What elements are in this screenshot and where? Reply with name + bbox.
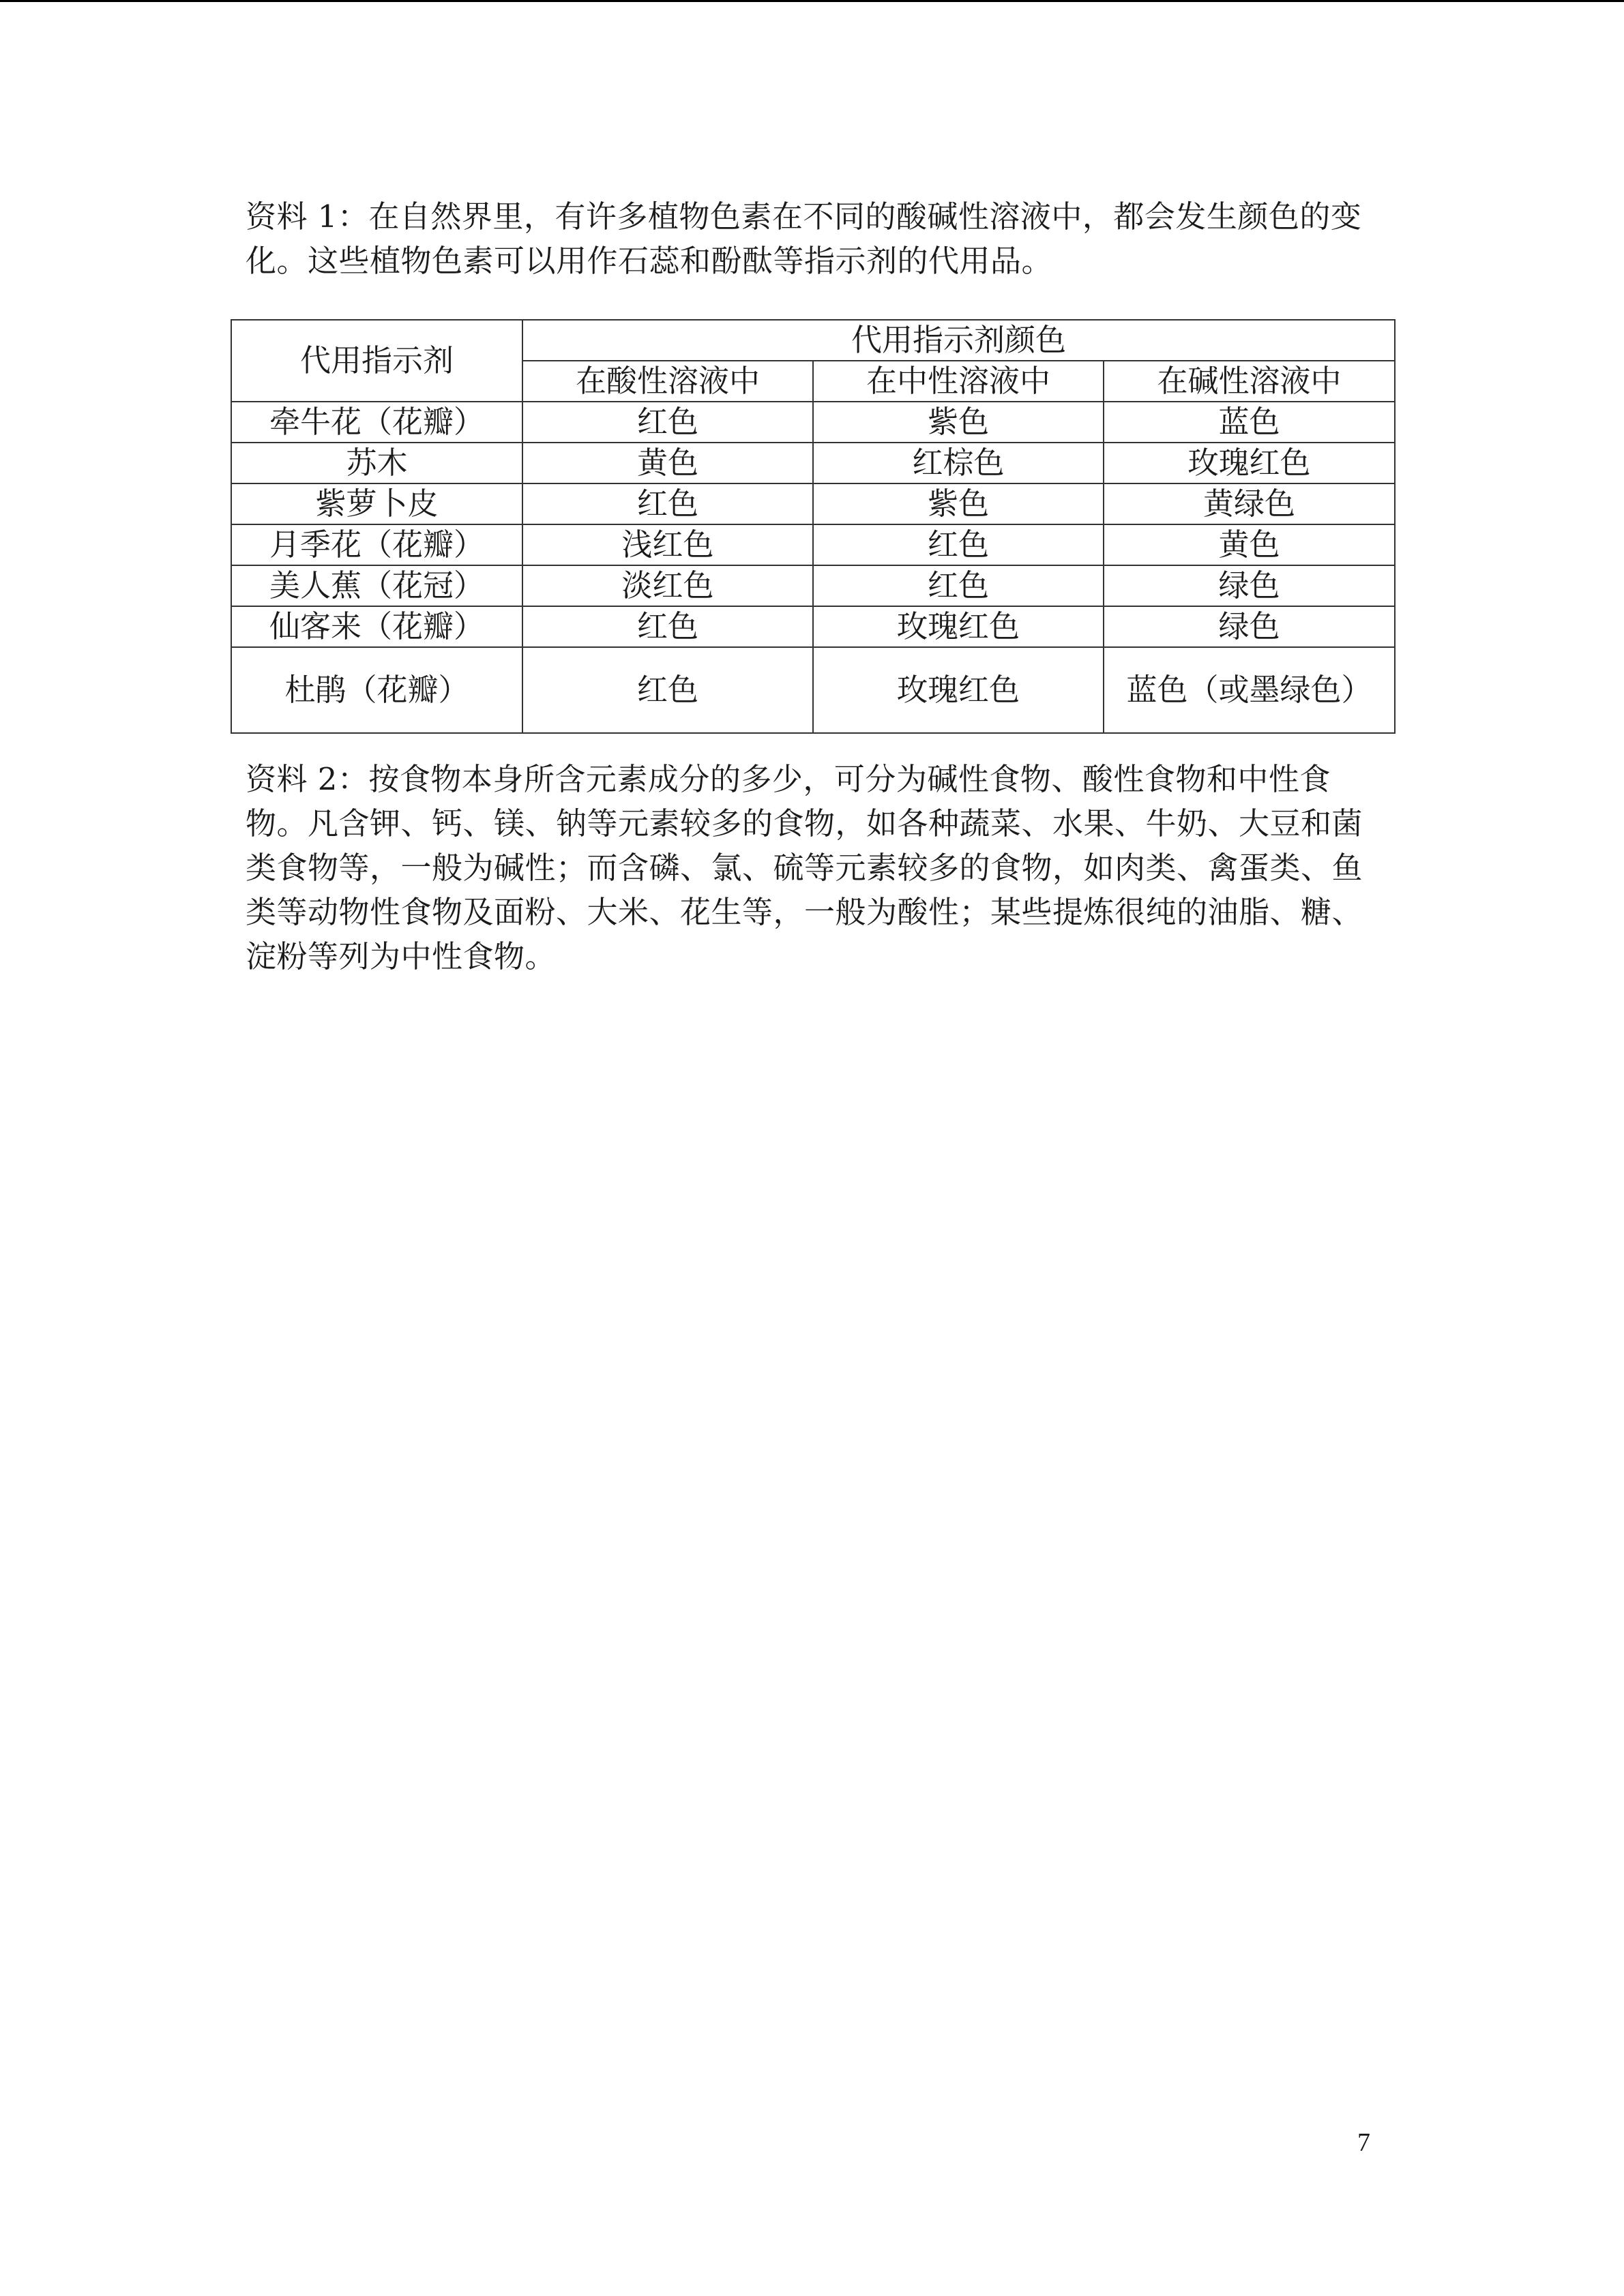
row-acid-color: 淡红色 [522,565,813,606]
row-base-color: 绿色 [1104,565,1395,606]
row-indicator-name: 仙客来（花瓣） [231,606,522,647]
table-row [231,402,1395,443]
row-acid-color: 黄色 [522,443,813,483]
table-row [231,483,1395,524]
row-indicator-name: 紫萝卜皮 [231,483,522,524]
row-base-color: 黄色 [1104,524,1395,565]
row-acid-color: 红色 [522,483,813,524]
material-1-paragraph: 资料 1：在自然界里，有许多植物色素在不同的酸碱性溶液中，都会发生颜色的变化。这些植物色素可以用作石蕊和酚酞等指示剂的代用品。 [246,198,1362,279]
header-color-group: 代用指示剂颜色 [522,320,1395,361]
table-row [231,606,1395,647]
page-top-border [0,0,1624,2]
row-indicator-name: 美人蕉（花冠） [231,565,522,606]
row-base-color: 玫瑰红色 [1104,443,1395,483]
header-indicator: 代用指示剂 [231,320,522,402]
header-acid: 在酸性溶液中 [522,361,813,402]
page-number: 7 [1357,2128,1370,2157]
row-neutral-color: 玫瑰红色 [813,606,1104,647]
row-base-color: 蓝色（或墨绿色） [1104,647,1395,733]
row-acid-color: 红色 [522,402,813,443]
row-base-color: 蓝色 [1104,402,1395,443]
row-neutral-color: 红棕色 [813,443,1104,483]
row-neutral-color: 红色 [813,565,1104,606]
indicator-color-table [231,319,1396,734]
row-base-color: 黄绿色 [1104,483,1395,524]
header-base: 在碱性溶液中 [1104,361,1395,402]
row-indicator-name: 月季花（花瓣） [231,524,522,565]
table-header-row-1 [231,320,1395,361]
row-indicator-name: 杜鹃（花瓣） [231,647,522,733]
row-indicator-name: 苏木 [231,443,522,483]
row-acid-color: 浅红色 [522,524,813,565]
row-indicator-name: 牵牛花（花瓣） [231,402,522,443]
row-neutral-color: 紫色 [813,402,1104,443]
table-row [231,647,1395,733]
row-acid-color: 红色 [522,647,813,733]
material-2-paragraph: 资料 2：按食物本身所含元素成分的多少，可分为碱性食物、酸性食物和中性食物。凡含钾、钙、镁、钠等元素较多的食物，如各种蔬菜、水果、牛奶、大豆和菌类食物等，一般为碱性；而含磷、氯、硫等元素较多的食物，如肉类、禽蛋类、鱼类等动物性食物及面粉、大米、花生等，一般为酸性；某些提炼很纯的油脂、糖、淀粉等列为中性食物。 [246,761,1363,974]
row-neutral-color: 紫色 [813,483,1104,524]
row-neutral-color: 红色 [813,524,1104,565]
table-row [231,443,1395,483]
header-neutral: 在中性溶液中 [813,361,1104,402]
table-row [231,524,1395,565]
row-base-color: 绿色 [1104,606,1395,647]
row-acid-color: 红色 [522,606,813,647]
table-row [231,565,1395,606]
row-neutral-color: 玫瑰红色 [813,647,1104,733]
